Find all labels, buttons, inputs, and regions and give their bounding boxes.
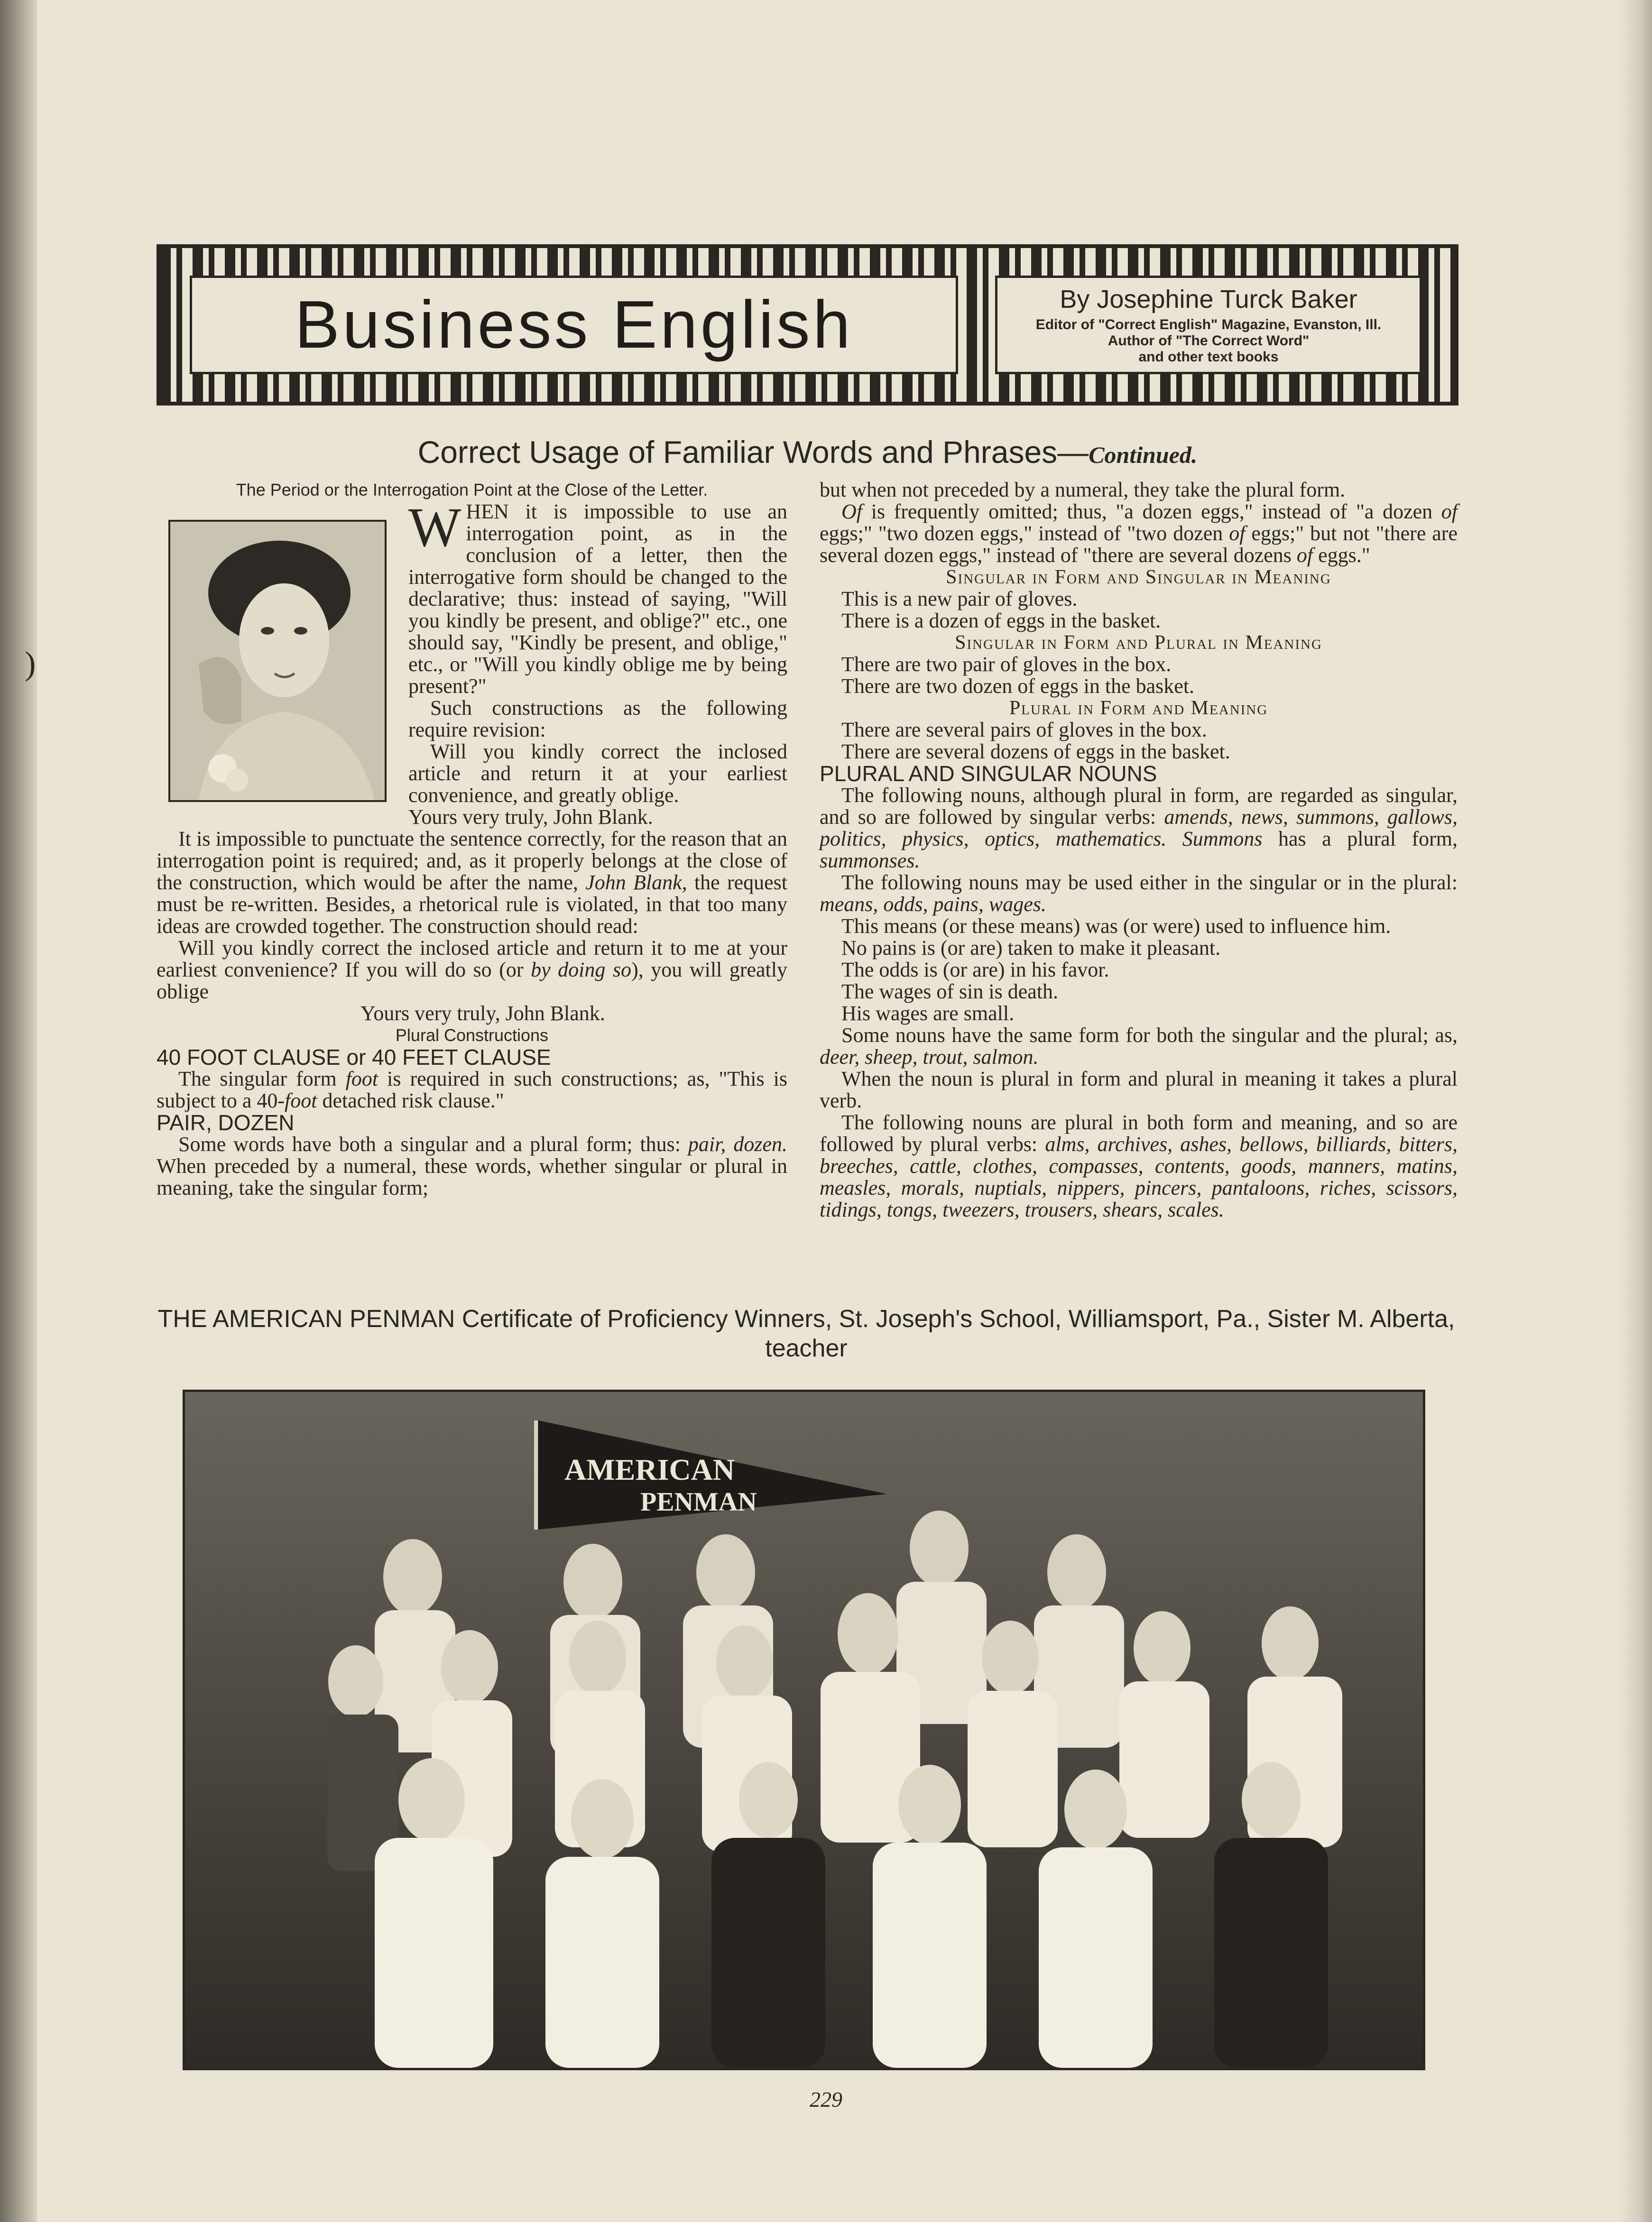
example-7: No pains is (or are) taken to make it pleasant. (841, 936, 1221, 959)
author-credit-3: and other text books (1138, 349, 1279, 365)
example-9: The wages of sin is death. (841, 980, 1058, 1003)
author-portrait (168, 520, 387, 802)
header-banner (157, 244, 1458, 406)
gutter-mark: ) (25, 645, 36, 682)
class-photograph (183, 1390, 1425, 2070)
binding-gutter (0, 0, 37, 2222)
paragraph-r7: When the noun is plural in form and plural in meaning it takes a plural verb. (820, 1067, 1458, 1112)
continued-label: Continued. (1089, 442, 1198, 468)
paragraph-5: Will you kindly correct the inclosed article and return it to me at your earliest convenience? If you will do so (or by doing so), you will greatly oblige (157, 936, 787, 1003)
class-photo-image (185, 1392, 1423, 2068)
paragraph-r8: The following nouns are plural in both form and meaning, and so are followed by plural verbs: alms, archives, ashes, bellows, billiards, bitters, breeches, cattle, clothes, compasses, contents, goods, manners, matins, measles, morals, nuptials, nippers, pincers, pantaloons, riches, scissors, tidings, tongs, tweezers, trousers, shears, scales. (820, 1111, 1458, 1221)
example-4: There are two dozen of eggs in the basket. (841, 674, 1195, 698)
paragraph-4: It is impossible to punctuate the sentence correctly, for the reason that an interrogation point is required; and, as it properly belongs at the close of the construction, which would be after the name, John Blank, the request must be re-written. Besides, a rhetorical rule is violated, in that too many ideas are crowded together. The construction should read: (157, 827, 788, 938)
example-8: The odds is (or are) in his favor. (841, 958, 1109, 981)
paragraph-7: Some words have both a singular and a plural form; thus: pair, dozen. When preceded by a numeral, these words, whether singular or plural in meaning, take the singular form; (157, 1133, 788, 1199)
photo-caption: THE AMERICAN PENMAN Certificate of Proficiency Winners, St. Joseph's School, Williamsport, Pa., Sister M. Alberta, teacher (157, 1305, 1455, 1362)
page-edge (1619, 0, 1652, 2222)
paragraph-1: HEN it is impossible to use an interrogation point, as in the conclusion of a letter, then the interrogative form should be changed to the declarative; thus: instead of saying, "Will you kindly be present, and oblige?" etc., one should say, "Kindly be present, and oblige," etc., or "Will you kindly oblige me by being present?" (408, 500, 787, 698)
author-credit-2: Author of "The Correct Word" (1107, 333, 1310, 349)
paragraph-r2: Of is frequently omitted; thus, "a dozen eggs," instead of "a dozen of eggs;" "two dozen eggs," instead of "two dozen of eggs;" but not "there are several dozen eggs," instead of "there are several dozens of eggs." (820, 500, 1458, 567)
byline-panel (995, 276, 1422, 374)
heading-plural-form-meaning: Plural in Form and Meaning (1009, 697, 1268, 719)
subhead-period: The Period or the Interrogation Point at the Close of the Letter. (236, 480, 708, 499)
paragraph-3: Will you kindly correct the inclosed article and return it at your earliest convenience, and greatly oblige. (408, 740, 787, 807)
example-2: There is a dozen of eggs in the basket. (841, 609, 1161, 632)
pennant-line-1: AMERICAN (564, 1453, 735, 1486)
paragraph-r6: Some nouns have the same form for both the singular and the plural; as, deer, sheep, trout, salmon. (820, 1023, 1458, 1069)
heading-singular-plural: Singular in Form and Plural in Meaning (955, 632, 1322, 654)
section-title: Correct Usage of Familiar Words and Phrases—Continued. (417, 434, 1198, 470)
right-column (820, 479, 1458, 1221)
pennant-line-2: PENMAN (640, 1487, 757, 1517)
heading-plural-singular-nouns: PLURAL AND SINGULAR NOUNS (820, 761, 1157, 786)
page-number: 229 (810, 2087, 842, 2111)
example-6: There are several dozens of eggs in the basket. (841, 740, 1230, 763)
subhead-plural: Plural Constructions (395, 1025, 549, 1045)
drop-cap: W (408, 496, 461, 558)
example-1: This is a new pair of gloves. (841, 587, 1078, 610)
signature-1: Yours very truly, John Blank. (408, 805, 653, 829)
paragraph-6: The singular form foot is required in such constructions; as, "This is subject to a 40-foot detached risk clause." (157, 1067, 787, 1112)
left-column (157, 479, 787, 1199)
signature-2: Yours very truly, John Blank. (360, 1002, 605, 1025)
portrait-image (170, 522, 385, 800)
paragraph-r3: The following nouns, although plural in form, are regarded as singular, and so are followed by singular verbs: amends, news, summons, gallows, politics, physics, optics, mathematics. Summons has a plural form, summonses. (820, 784, 1458, 872)
title-panel (190, 276, 958, 374)
heading-pair-dozen: PAIR, DOZEN (157, 1110, 295, 1135)
paragraph-2: Such constructions as the following require revision: (408, 696, 787, 741)
heading-foot-clause: 40 FOOT CLAUSE or 40 FEET CLAUSE (157, 1045, 551, 1070)
paragraph-r5: This means (or these means) was (or were) used to influence him. (841, 914, 1391, 938)
paragraph-r1: but when not preceded by a numeral, they take the plural form. (820, 478, 1346, 501)
paragraph-r4: The following nouns may be used either in the singular or in the plural: means, odds, pains, wages. (820, 871, 1458, 916)
example-5: There are several pairs of gloves in the box. (841, 718, 1207, 741)
example-3: There are two pair of gloves in the box. (841, 653, 1172, 676)
page-title: Business English (295, 287, 853, 362)
heading-singular-singular: Singular in Form and Singular in Meaning (946, 566, 1331, 588)
example-10: His wages are small. (841, 1002, 1015, 1025)
author-byline: By Josephine Turck Baker (1060, 285, 1357, 313)
author-credit-1: Editor of "Correct English" Magazine, Evanston, Ill. (1035, 317, 1382, 332)
